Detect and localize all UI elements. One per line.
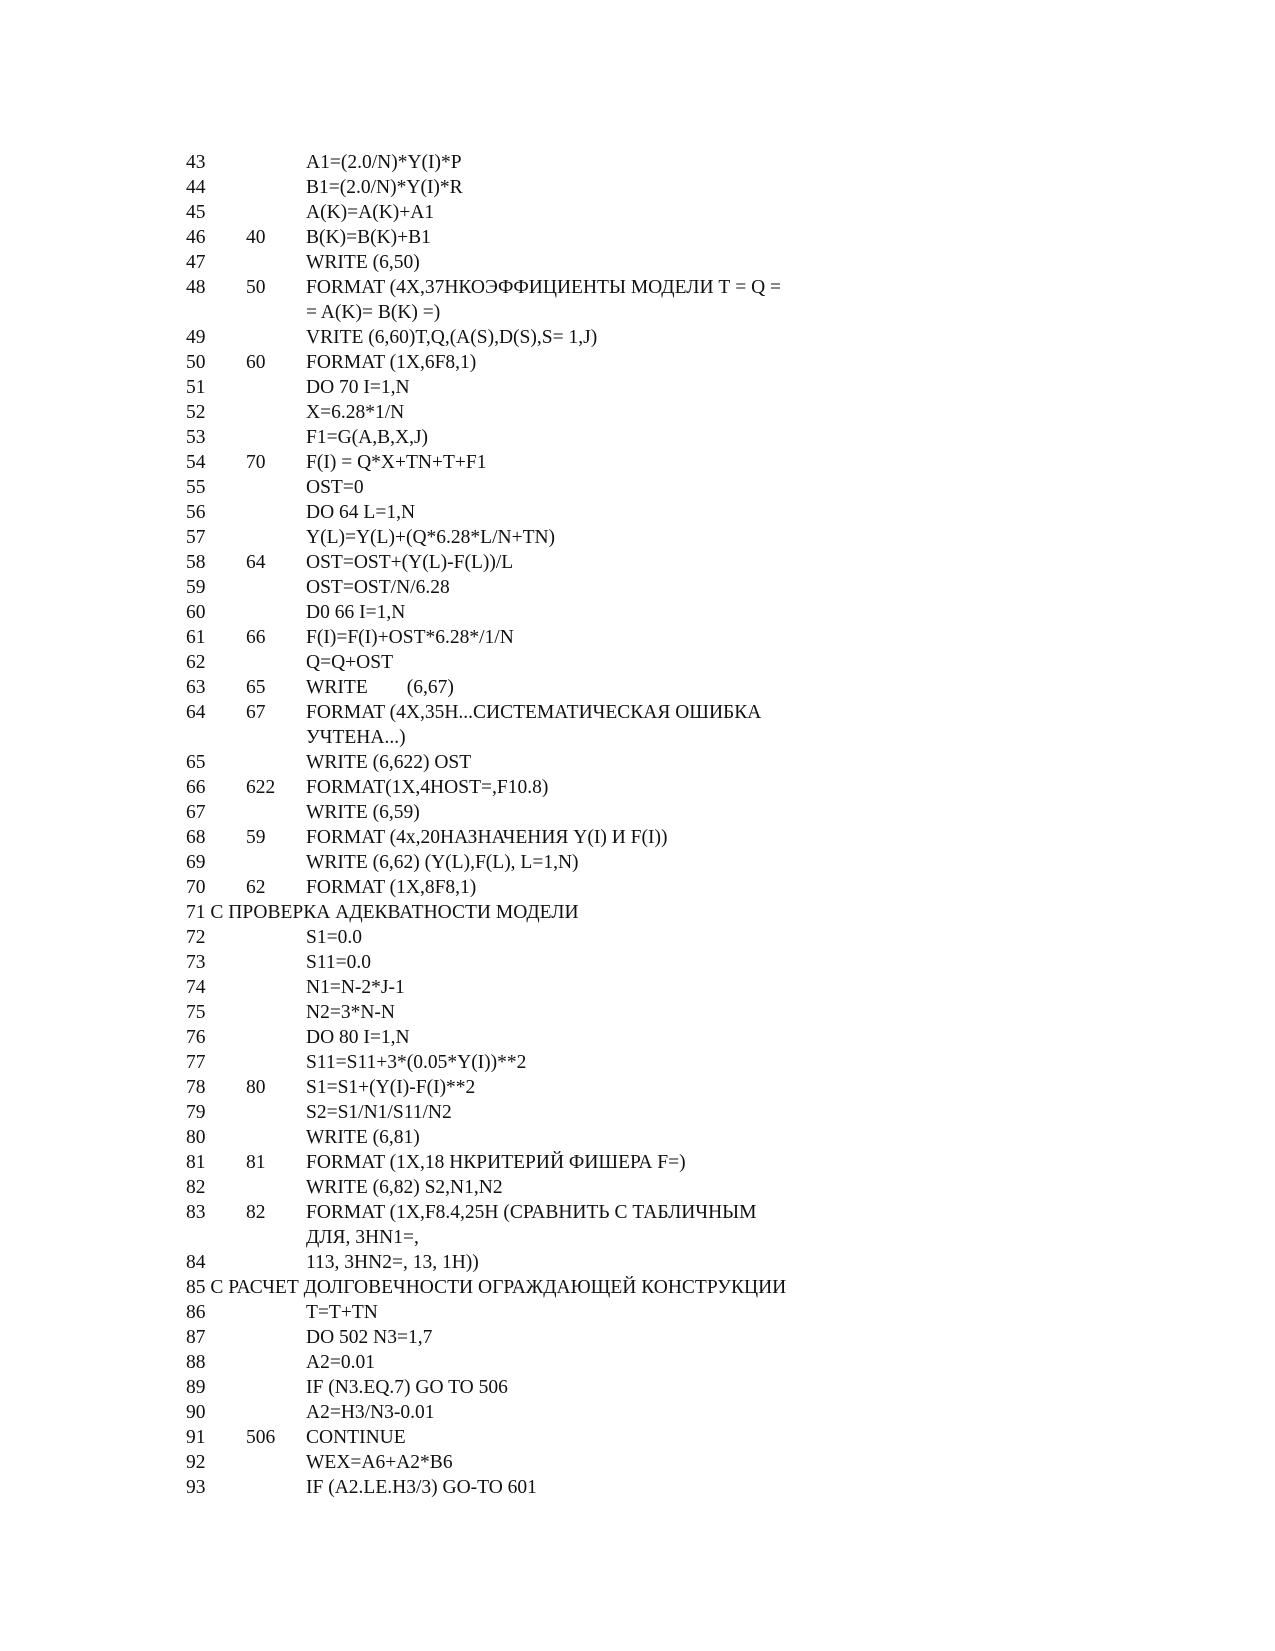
line-number: 46 [186,227,206,248]
line-number: 92 [186,1452,206,1473]
comment-text: 85 С РАСЧЕТ ДОЛГОВЕЧНОСТИ ОГРАЖДАЮЩЕЙ КОНСТРУКЦИИ [186,1277,787,1298]
code-text: УЧТЕНА...) [306,727,406,748]
line-number: 56 [186,502,206,523]
line-number: 88 [186,1352,206,1373]
code-line [186,825,1086,850]
code-text: S11=0.0 [306,952,371,973]
code-text: S1=0.0 [306,927,362,948]
statement-label: 64 [246,552,266,573]
code-text: S2=S1/N1/S11/N2 [306,1102,452,1123]
code-line [186,250,1086,275]
line-number: 62 [186,652,206,673]
comment-line [186,900,1086,925]
code-line [186,1200,1086,1225]
statement-label: 62 [246,877,266,898]
code-line [186,1350,1086,1375]
code-line [186,1400,1086,1425]
line-number: 80 [186,1127,206,1148]
line-number: 81 [186,1152,206,1173]
code-line [186,550,1086,575]
code-line [186,850,1086,875]
statement-label: 50 [246,277,266,298]
code-text: F(I)=F(I)+OST*6.28*/1/N [306,627,514,648]
code-text: FORMAT (1X,F8.4,25H (СРАВНИТЬ С ТАБЛИЧНЫМ [306,1202,757,1223]
code-text: A2=H3/N3-0.01 [306,1402,435,1423]
code-line [186,1325,1086,1350]
line-number: 47 [186,252,206,273]
line-number: 63 [186,677,206,698]
code-line [186,725,1086,750]
code-text: N2=3*N-N [306,1002,395,1023]
statement-label: 81 [246,1152,266,1173]
code-line [186,1300,1086,1325]
line-number: 75 [186,1002,206,1023]
code-text: DO 70 I=1,N [306,377,410,398]
line-number: 79 [186,1102,206,1123]
line-number: 50 [186,352,206,373]
code-line [186,425,1086,450]
statement-label: 40 [246,227,266,248]
line-number: 54 [186,452,206,473]
code-line [186,1475,1086,1500]
code-text: DO 80 I=1,N [306,1027,410,1048]
line-number: 64 [186,702,206,723]
statement-label: 622 [246,777,276,798]
line-number: 72 [186,927,206,948]
code-line [186,625,1086,650]
code-text: WRITE (6,59) [306,802,420,823]
code-line [186,450,1086,475]
line-number: 83 [186,1202,206,1223]
code-line [186,675,1086,700]
code-text: FORMAT (1X,18 НКРИТЕРИЙ ФИШЕРА F=) [306,1152,686,1173]
line-number: 52 [186,402,206,423]
line-number: 87 [186,1327,206,1348]
code-text: WRITE (6,67) [306,677,454,698]
statement-label: 82 [246,1202,266,1223]
line-number: 59 [186,577,206,598]
code-line [186,375,1086,400]
statement-label: 65 [246,677,266,698]
code-line [186,600,1086,625]
code-text: WEX=A6+A2*B6 [306,1452,453,1473]
code-line [186,1250,1086,1275]
code-line [186,1150,1086,1175]
line-number: 90 [186,1402,206,1423]
code-text: F(I) = Q*X+TN+T+F1 [306,452,487,473]
code-text: A1=(2.0/N)*Y(I)*P [306,152,462,173]
code-text: FORMAT (4X,35H...СИСТЕМАТИЧЕСКАЯ ОШИБКА [306,702,762,723]
code-line [186,400,1086,425]
code-line [186,1450,1086,1475]
code-text: OST=OST+(Y(L)-F(L))/L [306,552,514,573]
code-line [186,525,1086,550]
line-number: 53 [186,427,206,448]
line-number: 48 [186,277,206,298]
line-number: 45 [186,202,206,223]
code-text: WRITE (6,622) OST [306,752,472,773]
line-number: 69 [186,852,206,873]
code-line [186,750,1086,775]
line-number: 43 [186,152,206,173]
code-line [186,1175,1086,1200]
code-text: N1=N-2*J-1 [306,977,405,998]
code-text: FORMAT (1X,8F8,1) [306,877,477,898]
code-text: S1=S1+(Y(I)-F(I)**2 [306,1077,476,1098]
code-text: WRITE (6,81) [306,1127,420,1148]
code-text: OST=0 [306,477,364,498]
line-number: 49 [186,327,206,348]
code-line [186,350,1086,375]
code-text: FORMAT(1X,4HOST=,F10.8) [306,777,549,798]
line-number: 70 [186,877,206,898]
code-text: B(K)=B(K)+B1 [306,227,431,248]
code-text: FORMAT (4X,37НКОЭФФИЦИЕНТЫ МОДЕЛИ Т = Q = [306,277,782,298]
line-number: 91 [186,1427,206,1448]
code-line [186,575,1086,600]
line-number: 76 [186,1027,206,1048]
code-line [186,1075,1086,1100]
line-number: 73 [186,952,206,973]
code-line [186,975,1086,1000]
line-number: 61 [186,627,206,648]
statement-label: 67 [246,702,266,723]
code-text: Y(L)=Y(L)+(Q*6.28*L/N+TN) [306,527,556,548]
code-line [186,1025,1086,1050]
code-line [186,225,1086,250]
line-number: 78 [186,1077,206,1098]
code-text: D0 66 I=1,N [306,602,406,623]
code-text: FORMAT (1X,6F8,1) [306,352,477,373]
code-text: B1=(2.0/N)*Y(I)*R [306,177,463,198]
code-line [186,475,1086,500]
code-line [186,650,1086,675]
line-number: 89 [186,1377,206,1398]
line-number: 68 [186,827,206,848]
statement-label: 70 [246,452,266,473]
code-line [186,1100,1086,1125]
code-text: A(K)=A(K)+A1 [306,202,435,223]
code-text: FORMAT (4x,20НАЗНАЧЕНИЯ Y(I) И F(I)) [306,827,668,848]
line-number: 84 [186,1252,206,1273]
code-line [186,300,1086,325]
code-line [186,500,1086,525]
code-line [186,800,1086,825]
code-text: VRITE (6,60)T,Q,(A(S),D(S),S= 1,J) [306,327,598,348]
code-line [186,1425,1086,1450]
line-number: 57 [186,527,206,548]
line-number: 60 [186,602,206,623]
statement-label: 506 [246,1427,276,1448]
code-line [186,275,1086,300]
line-number: 44 [186,177,206,198]
code-text: 113, 3HN2=, 13, 1H)) [306,1252,479,1273]
code-line [186,150,1086,175]
line-number: 74 [186,977,206,998]
code-line [186,1225,1086,1250]
statement-label: 60 [246,352,266,373]
code-line [186,950,1086,975]
line-number: 65 [186,752,206,773]
code-line [186,700,1086,725]
code-text: A2=0.01 [306,1352,375,1373]
code-text: Q=Q+OST [306,652,393,673]
line-number: 58 [186,552,206,573]
code-line [186,875,1086,900]
code-line [186,325,1086,350]
code-line [186,200,1086,225]
comment-text: 71 С ПРОВЕРКА АДЕКВАТНОСТИ МОДЕЛИ [186,902,579,923]
code-text: S11=S11+3*(0.05*Y(I))**2 [306,1052,527,1073]
code-line [186,175,1086,200]
code-line [186,775,1086,800]
code-text: WRITE (6,62) (Y(L),F(L), L=1,N) [306,852,579,873]
line-number: 86 [186,1302,206,1323]
code-text: WRITE (6,82) S2,N1,N2 [306,1177,503,1198]
statement-label: 66 [246,627,266,648]
code-text: CONTINUE [306,1427,406,1448]
code-listing [186,150,1086,1500]
code-line [186,1000,1086,1025]
code-text: IF (A2.LE.H3/3) GO-TO 601 [306,1477,537,1498]
line-number: 67 [186,802,206,823]
code-text: ДЛЯ, 3HN1=, [306,1227,419,1248]
code-line [186,1375,1086,1400]
code-text: X=6.28*1/N [306,402,405,423]
code-line [186,1125,1086,1150]
statement-label: 59 [246,827,266,848]
line-number: 77 [186,1052,206,1073]
code-text: DO 502 N3=1,7 [306,1327,433,1348]
code-text: IF (N3.EQ.7) GO TO 506 [306,1377,508,1398]
code-text: OST=OST/N/6.28 [306,577,450,598]
code-text: DO 64 L=1,N [306,502,416,523]
comment-line [186,1275,1086,1300]
code-line [186,1050,1086,1075]
code-text: F1=G(A,B,X,J) [306,427,429,448]
code-text: WRITE (6,50) [306,252,420,273]
line-number: 82 [186,1177,206,1198]
code-line [186,925,1086,950]
line-number: 55 [186,477,206,498]
code-text: = A(K)= B(K) =) [306,302,441,323]
line-number: 93 [186,1477,206,1498]
code-text: T=T+TN [306,1302,378,1323]
statement-label: 80 [246,1077,266,1098]
line-number: 51 [186,377,206,398]
line-number: 66 [186,777,206,798]
